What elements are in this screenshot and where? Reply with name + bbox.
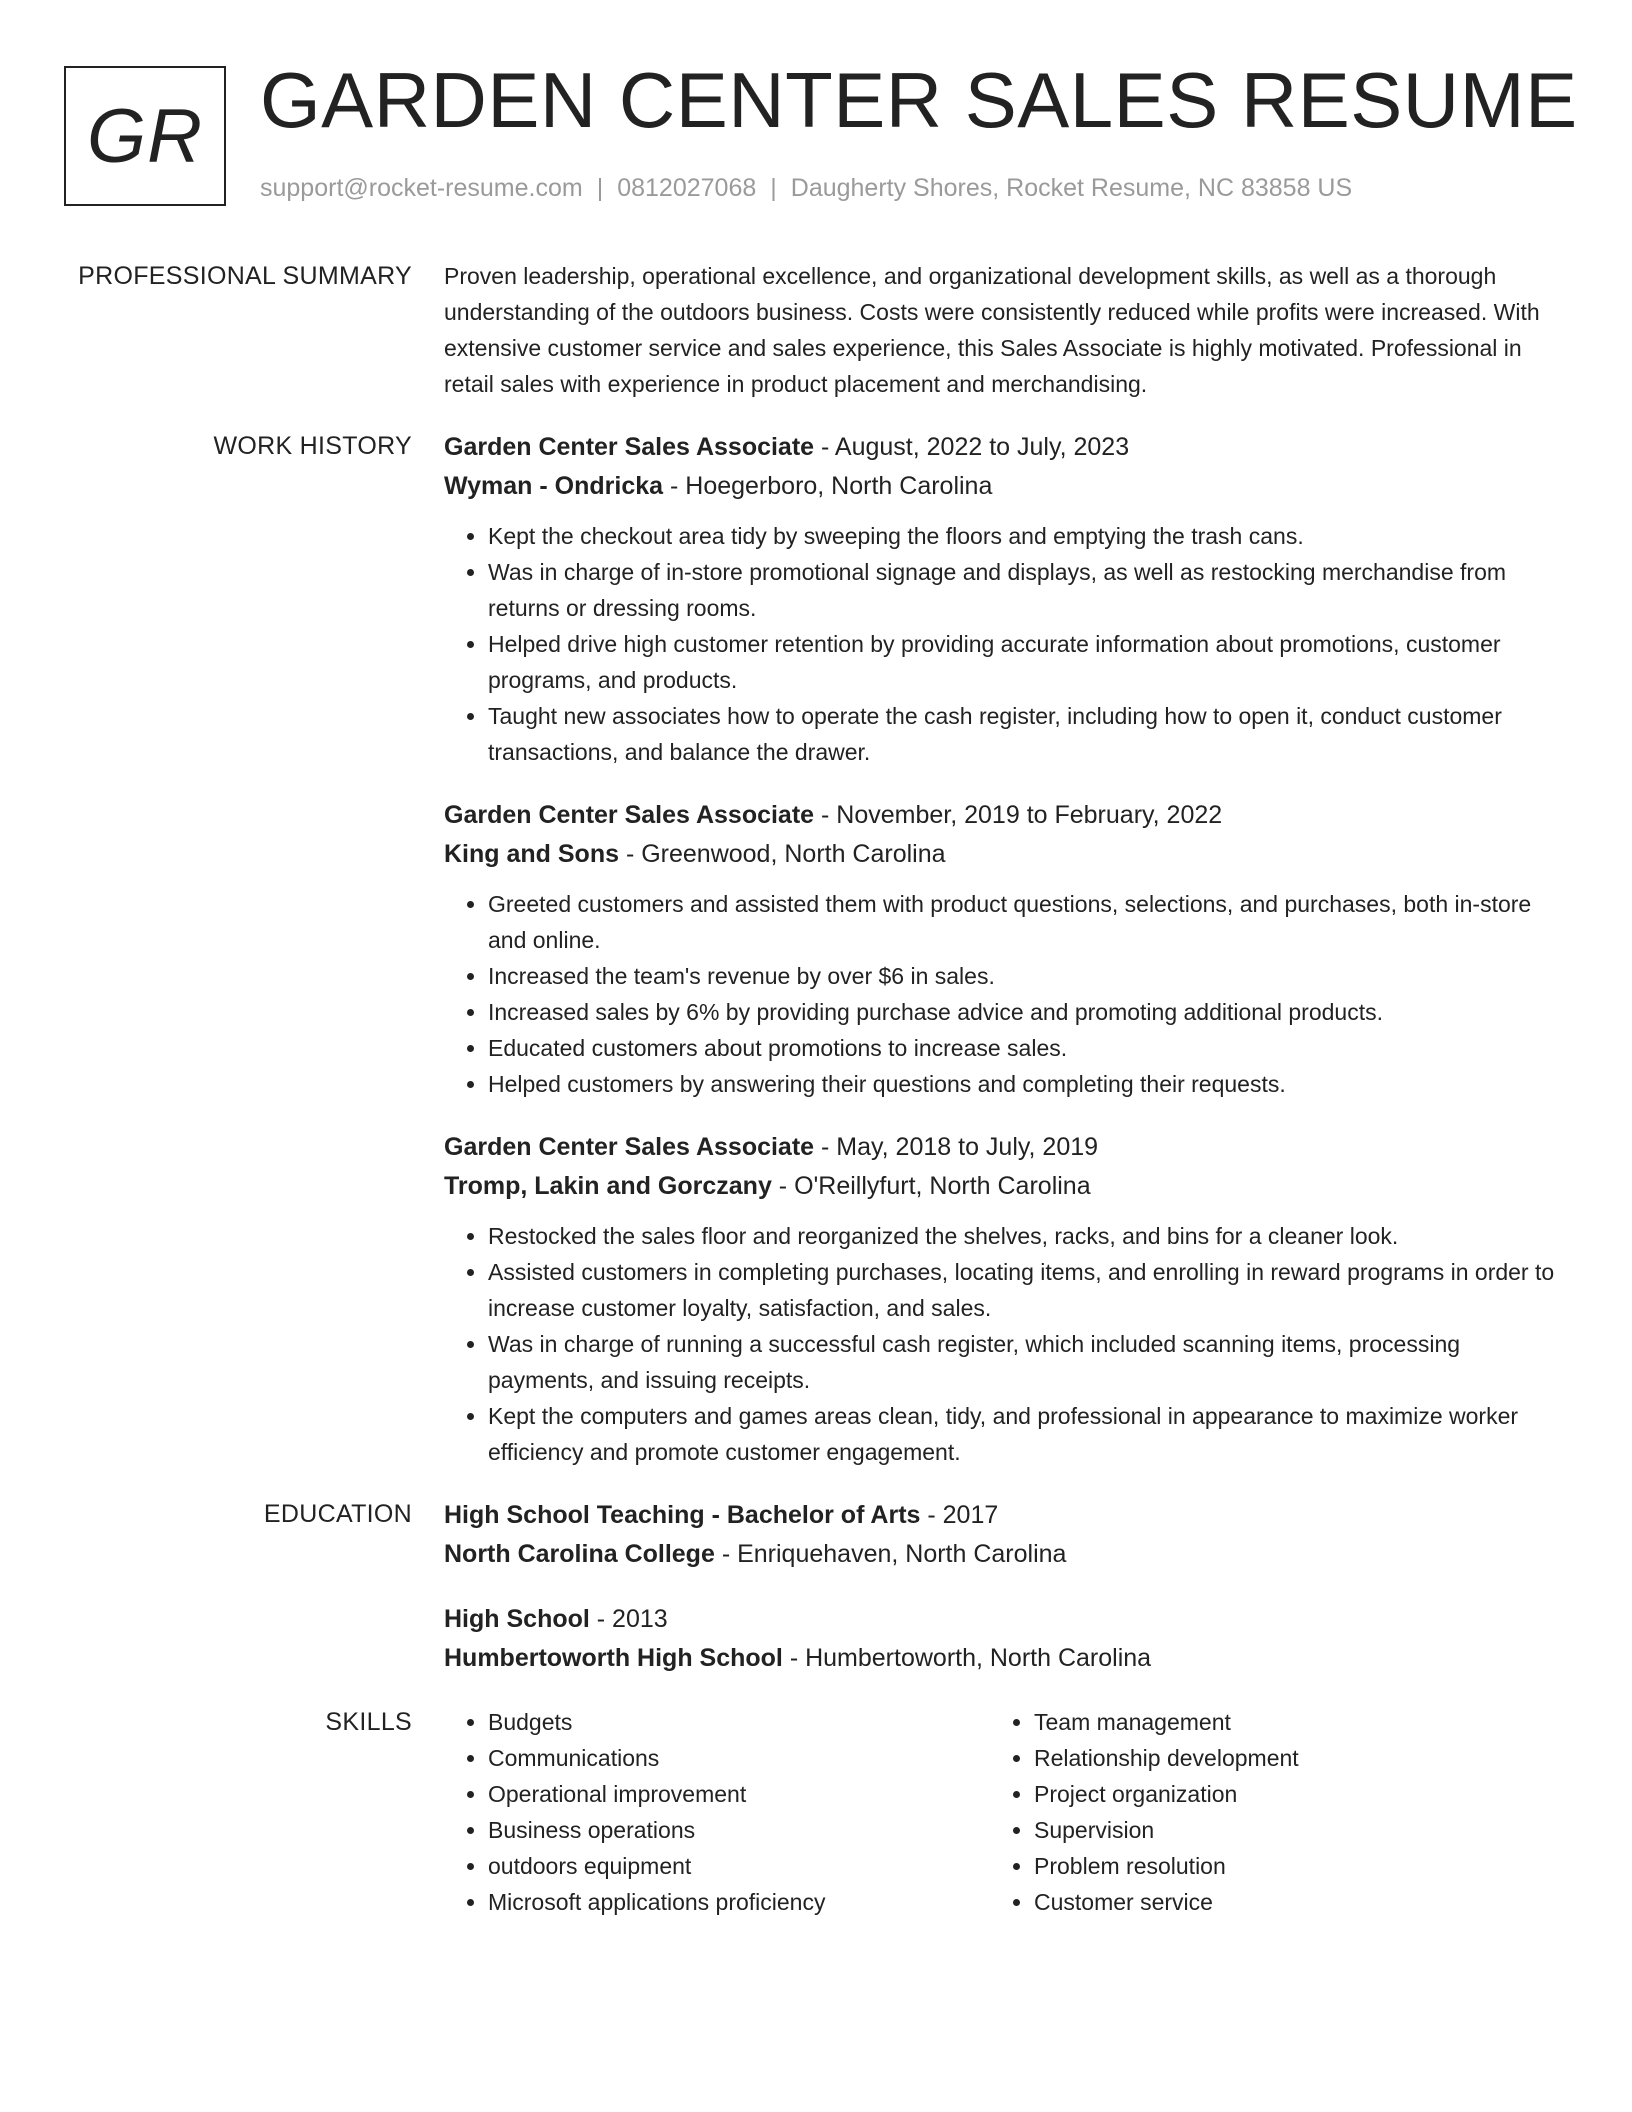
list-item: • Restocked the sales floor and reorganized the shelves, racks, and bins for a cleaner look. — [488, 1218, 1564, 1254]
list-item: • Was in charge of running a successful cash register, which included scanning items, processing payments, and issuing receipts. — [488, 1326, 1564, 1398]
section-label: WORK HISTORY — [213, 432, 412, 460]
skill-item: • Project organization — [1034, 1776, 1536, 1812]
list-item: • Kept the computers and games areas clean, tidy, and professional in appearance to maximize worker efficiency and promote customer engagement. — [488, 1398, 1564, 1470]
summary-text: Proven leadership, operational excellence, and organizational development skills, as well as a thorough understanding of the outdoors business. Costs were consistently reduced while profits were increased. With extensive customer service and sales experience, this Sales Associate is highly motivated. Professional in retail sales with experience in product placement and merchandising. — [444, 263, 1540, 397]
school: Humbertoworth High School — [444, 1644, 783, 1672]
school: North Carolina College — [444, 1540, 715, 1568]
work-history-section — [0, 428, 1632, 1470]
job-title: Garden Center Sales Associate — [444, 433, 815, 461]
degree-line — [444, 1600, 1564, 1639]
job-title-line — [444, 1128, 1564, 1167]
skill-item: • Budgets — [488, 1704, 990, 1740]
contact-separator: | — [596, 174, 604, 202]
list-item: • Taught new associates how to operate the cash register, including how to open it, conduct customer transactions, and balance the drawer. — [488, 698, 1564, 770]
degree-year: - 2017 — [920, 1501, 999, 1529]
job-company-line — [444, 1167, 1564, 1206]
section-label: PROFESSIONAL SUMMARY — [78, 262, 412, 290]
section-content — [444, 1496, 1564, 1678]
education-entry — [444, 1600, 1564, 1678]
degree-year: - 2013 — [589, 1605, 668, 1633]
skill-item: • Operational improvement — [488, 1776, 990, 1812]
contact-phone: 0812027068 — [617, 174, 757, 202]
skill-item: • Relationship development — [1034, 1740, 1536, 1776]
job-entry — [444, 1128, 1564, 1470]
resume-title: GARDEN CENTER SALES RESUME — [260, 56, 1578, 144]
job-title: Garden Center Sales Associate — [444, 1133, 815, 1161]
skill-item: • Problem resolution — [1034, 1848, 1536, 1884]
school-line — [444, 1535, 1564, 1574]
degree-line — [444, 1496, 1564, 1535]
list-item: • Increased the team's revenue by over $6 in sales. — [488, 958, 1564, 994]
skill-item: • Customer service — [1034, 1884, 1536, 1920]
job-bullets — [444, 886, 1564, 1102]
job-title-line — [444, 796, 1564, 835]
monogram-logo: GR — [64, 66, 226, 206]
education-section — [0, 1496, 1632, 1678]
job-entry — [444, 796, 1564, 1102]
job-dates: - November, 2019 to February, 2022 — [814, 801, 1223, 829]
job-location: - O'Reillyfurt, North Carolina — [771, 1172, 1091, 1200]
skill-item: • Supervision — [1034, 1812, 1536, 1848]
school-location: - Enriquehaven, North Carolina — [714, 1540, 1067, 1568]
job-dates: - August, 2022 to July, 2023 — [814, 433, 1130, 461]
degree: High School — [444, 1605, 590, 1633]
job-bullets — [444, 518, 1564, 770]
skill-item: • outdoors equipment — [488, 1848, 990, 1884]
job-company: King and Sons — [444, 840, 619, 868]
skills-section — [0, 1704, 1632, 1920]
job-location: - Hoegerboro, North Carolina — [663, 472, 993, 500]
list-item: • Educated customers about promotions to increase sales. — [488, 1030, 1564, 1066]
list-item: • Increased sales by 6% by providing purchase advice and promoting additional products. — [488, 994, 1564, 1030]
contact-line — [260, 174, 1352, 203]
degree: High School Teaching - Bachelor of Arts — [444, 1501, 921, 1529]
job-company: Wyman - Ondricka — [444, 472, 664, 500]
list-item: • Helped customers by answering their questions and completing their requests. — [488, 1066, 1564, 1102]
section-content — [444, 1704, 1564, 1920]
section-label: SKILLS — [325, 1708, 412, 1736]
list-item: • Greeted customers and assisted them with product questions, selections, and purchases, both in-store and online. — [488, 886, 1564, 958]
contact-email: support@rocket-resume.com — [260, 174, 583, 202]
list-item: • Helped drive high customer retention by providing accurate information about promotions, customer programs, and products. — [488, 626, 1564, 698]
job-location: - Greenwood, North Carolina — [619, 840, 946, 868]
list-item: • Assisted customers in completing purchases, locating items, and enrolling in reward programs in order to increase customer loyalty, satisfaction, and sales. — [488, 1254, 1564, 1326]
skill-item: • Business operations — [488, 1812, 990, 1848]
job-title-line — [444, 428, 1564, 467]
job-company-line — [444, 835, 1564, 874]
skills-column-right — [990, 1704, 1536, 1920]
contact-address: Daugherty Shores, Rocket Resume, NC 83858 US — [790, 174, 1353, 202]
skill-item: • Team management — [1034, 1704, 1536, 1740]
job-company: Tromp, Lakin and Gorczany — [444, 1172, 772, 1200]
job-title: Garden Center Sales Associate — [444, 801, 815, 829]
job-entry — [444, 428, 1564, 770]
school-location: - Humbertoworth, North Carolina — [782, 1644, 1152, 1672]
section-content — [444, 258, 1564, 402]
education-entry — [444, 1496, 1564, 1574]
job-dates: - May, 2018 to July, 2019 — [814, 1133, 1099, 1161]
skill-item: • Communications — [488, 1740, 990, 1776]
skill-item: • Microsoft applications proficiency — [488, 1884, 990, 1920]
section-label: EDUCATION — [263, 1500, 412, 1528]
section-content — [444, 428, 1564, 1470]
resume-sections — [0, 258, 1632, 1946]
contact-separator: | — [770, 174, 777, 202]
list-item: • Was in charge of in-store promotional signage and displays, as well as restocking merchandise from returns or dressing rooms. — [488, 554, 1564, 626]
school-line — [444, 1639, 1564, 1678]
list-item: • Kept the checkout area tidy by sweeping the floors and emptying the trash cans. — [488, 518, 1564, 554]
job-company-line — [444, 467, 1564, 506]
summary-section — [0, 258, 1632, 402]
skills-column-left — [444, 1704, 990, 1920]
job-bullets — [444, 1218, 1564, 1470]
skills-grid — [444, 1704, 1564, 1920]
